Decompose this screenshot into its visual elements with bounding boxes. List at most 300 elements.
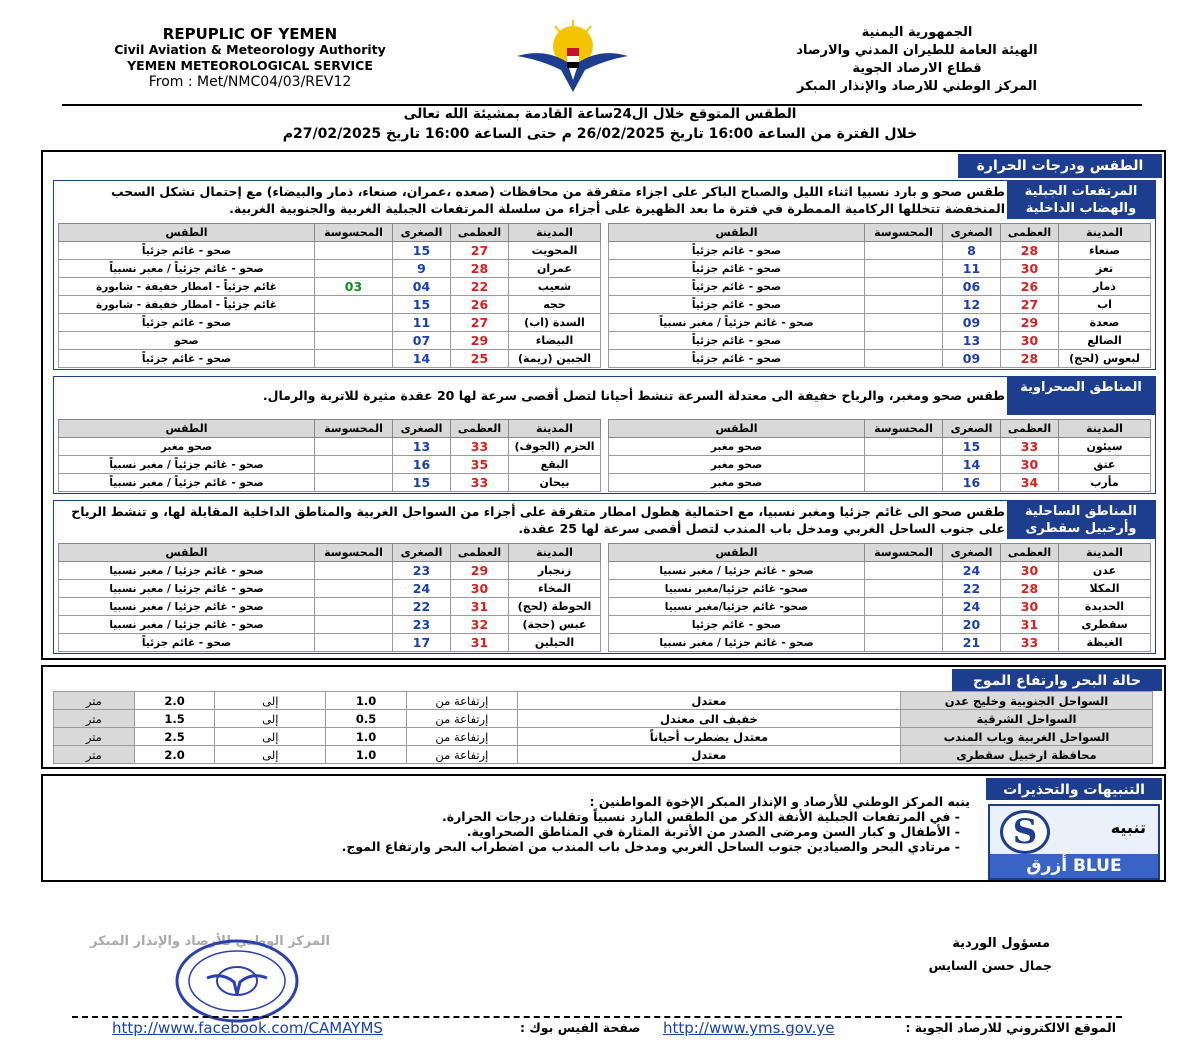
cell-max-temp: 31 <box>451 634 509 652</box>
column-header-feel: المحسوسة <box>315 224 393 242</box>
sea-to-value: 2.0 <box>134 746 215 764</box>
column-header-weather: الطقس <box>59 420 315 438</box>
column-header-city: المدينة <box>509 544 601 562</box>
temperature-section <box>41 150 1166 660</box>
cell-weather: صحو مغبر <box>59 438 315 456</box>
cell-weather: صحو <box>59 332 315 350</box>
cell-min-temp: 23 <box>393 616 451 634</box>
table-row <box>609 438 1151 456</box>
cell-feel-temp <box>865 634 943 652</box>
cell-weather: صحو - غائم جزئياً <box>609 350 865 368</box>
table-row <box>609 616 1151 634</box>
column-header-city: المدينة <box>1059 224 1151 242</box>
cell-max-temp: 29 <box>1001 314 1059 332</box>
column-header-weather: الطقس <box>59 544 315 562</box>
header-arabic <box>752 24 1082 96</box>
cell-feel-temp <box>315 598 393 616</box>
cell-feel-temp <box>315 456 393 474</box>
table-row <box>609 278 1151 296</box>
sea-row <box>54 746 1153 764</box>
column-header-max: العظمى <box>1001 420 1059 438</box>
cell-feel-temp <box>315 332 393 350</box>
cell-feel-temp <box>315 616 393 634</box>
cell-weather: صحو - غائم جزئياً / مغبر نسبياً <box>59 260 315 278</box>
cell-max-temp: 26 <box>451 296 509 314</box>
cell-max-temp: 33 <box>451 438 509 456</box>
cell-city: الضالع <box>1059 332 1151 350</box>
alert-s-icon: S <box>1000 810 1050 854</box>
zone-coastal <box>53 500 1156 654</box>
header-ar-center: المركز الوطني للارصاد والإنذار المبكر <box>797 79 1037 94</box>
cell-min-temp: 20 <box>943 616 1001 634</box>
column-header-max: العظمى <box>1001 224 1059 242</box>
table-body <box>609 438 1151 492</box>
cell-feel-temp: 03 <box>315 278 393 296</box>
cell-min-temp: 22 <box>393 598 451 616</box>
table-row <box>609 634 1151 652</box>
table-body <box>59 438 601 492</box>
cell-min-temp: 09 <box>943 314 1001 332</box>
cell-max-temp: 27 <box>451 242 509 260</box>
cell-max-temp: 35 <box>451 456 509 474</box>
cell-min-temp: 23 <box>393 562 451 580</box>
table-row <box>59 456 601 474</box>
table-header <box>59 224 601 242</box>
cell-city: الغيظة <box>1059 634 1151 652</box>
zone-mountain-description: طقس صحو و بارد نسبيا اثناء الليل والصباح الباكر على اجزاء متفرقة من محافظات (صعده ،عمران، صنعاء، ذمار والبيضاء) مع إحتمال تشكل السحب المنخفضة تتخللها الركامية الممطرة في فترة ما بعد الظهيرة على أجزاء من سلسلة المرتفعات الجبلية الغربية والجنوبية الغربية. <box>111 184 1005 216</box>
forecast-title: الطقس المتوقع خلال ال24ساعة القادمة بمشيئة الله تعالى <box>403 106 797 122</box>
cell-min-temp: 13 <box>393 438 451 456</box>
cell-weather: صحو - غائم جزئياً <box>609 278 865 296</box>
table-row <box>59 314 601 332</box>
table-row <box>59 260 601 278</box>
cell-weather: صحو مغبر <box>609 438 865 456</box>
zone-mountain <box>53 180 1156 370</box>
cell-feel-temp <box>315 634 393 652</box>
alerts-list <box>90 809 970 854</box>
table-row <box>609 314 1151 332</box>
cell-max-temp: 27 <box>1001 296 1059 314</box>
cell-min-temp: 07 <box>393 332 451 350</box>
cell-feel-temp <box>865 332 943 350</box>
cell-max-temp: 29 <box>451 332 509 350</box>
cell-min-temp: 16 <box>943 474 1001 492</box>
cell-max-temp: 33 <box>1001 438 1059 456</box>
cell-max-temp: 30 <box>451 580 509 598</box>
cell-max-temp: 33 <box>1001 634 1059 652</box>
cell-max-temp: 31 <box>1001 616 1059 634</box>
cell-max-temp: 30 <box>1001 332 1059 350</box>
header-en-service: YEMEN METEOROLOGICAL SERVICE <box>127 58 373 73</box>
sea-to-label: إلى <box>215 746 326 764</box>
sea-from-value: 1.0 <box>326 692 407 710</box>
header-ar-authority: الهيئة العامة للطيران المدني والارصاد <box>796 43 1038 58</box>
table-body <box>59 562 601 652</box>
table-header-row <box>59 224 601 242</box>
column-header-weather: الطقس <box>609 544 865 562</box>
column-header-feel: المحسوسة <box>315 544 393 562</box>
header-en-form-code: From : Met/NMC04/03/REV12 <box>148 74 352 90</box>
sea-from-value: 1.0 <box>326 746 407 764</box>
cell-weather: صحو - غائم جزئياً <box>59 350 315 368</box>
cell-max-temp: 34 <box>1001 474 1059 492</box>
cell-weather: صحو - غائم جزئياً <box>609 260 865 278</box>
sea-unit: متر <box>54 710 135 728</box>
cell-weather: صحو - غائم جزئيا <box>609 616 865 634</box>
column-header-max: العظمى <box>451 420 509 438</box>
cell-feel-temp <box>865 260 943 278</box>
sea-to-value: 2.0 <box>134 692 215 710</box>
sea-state: معتدل يضطرب أحياناً <box>517 728 900 746</box>
sea-state: معتدل <box>517 692 900 710</box>
temperature-section-title: الطقس ودرجات الحرارة <box>958 154 1162 178</box>
cell-weather: صحو - غائم جزئيا / مغبر نسبيا <box>59 616 315 634</box>
cell-feel-temp <box>315 438 393 456</box>
table-body <box>59 242 601 368</box>
column-header-min: الصغرى <box>393 224 451 242</box>
cell-max-temp: 29 <box>451 562 509 580</box>
cell-max-temp: 30 <box>1001 598 1059 616</box>
cell-weather: صحو - غائم جزئيا / مغبر نسبيا <box>59 580 315 598</box>
sea-region: السواحل الجنوبية وخليج عدن <box>900 692 1152 710</box>
column-header-max: العظمى <box>1001 544 1059 562</box>
cell-feel-temp <box>315 314 393 332</box>
cell-min-temp: 17 <box>393 634 451 652</box>
sea-state-title: حالة البحر وارتفاع الموج <box>952 669 1162 691</box>
cell-weather: صحو - غائم جزئيا / مغبر نسبيا <box>609 562 865 580</box>
cell-weather: صحو- غائم جزئيا/مغبر نسبيا <box>609 580 865 598</box>
cell-city: المحويت <box>509 242 601 260</box>
alert-badge-word: تنبيه <box>1110 818 1146 837</box>
mountain-table-left <box>58 223 601 368</box>
cell-min-temp: 21 <box>943 634 1001 652</box>
sea-unit: متر <box>54 692 135 710</box>
table-row <box>609 260 1151 278</box>
cell-city: الحيلين <box>509 634 601 652</box>
cell-weather: غائم جزئياً - امطار خفيفة - شابورة <box>59 278 315 296</box>
table-row <box>59 562 601 580</box>
sea-from-value: 1.0 <box>326 728 407 746</box>
cell-max-temp: 30 <box>1001 562 1059 580</box>
cell-max-temp: 31 <box>451 598 509 616</box>
table-header <box>609 544 1151 562</box>
sea-from-label: إرتفاعة من <box>406 692 517 710</box>
column-header-max: العظمى <box>451 544 509 562</box>
cell-city: سيئون <box>1059 438 1151 456</box>
sea-from-value: 0.5 <box>326 710 407 728</box>
column-header-weather: الطقس <box>59 224 315 242</box>
cell-min-temp: 24 <box>943 562 1001 580</box>
cell-min-temp: 15 <box>943 438 1001 456</box>
sea-unit: متر <box>54 746 135 764</box>
column-header-min: الصغرى <box>393 544 451 562</box>
cell-weather: صحو - غائم جزئياً <box>59 314 315 332</box>
footer-divider <box>72 1016 1122 1018</box>
sea-to-label: إلى <box>215 692 326 710</box>
table-row <box>59 634 601 652</box>
table-row <box>59 598 601 616</box>
table-body <box>609 242 1151 368</box>
cell-min-temp: 9 <box>393 260 451 278</box>
cell-city: حجه <box>509 296 601 314</box>
sea-state: معتدل <box>517 746 900 764</box>
facebook-label: صفحة الفيس بوك : <box>520 1020 641 1035</box>
header-en-country: REPUPLIC OF YEMEN <box>162 25 338 43</box>
sea-to-value: 1.5 <box>134 710 215 728</box>
table-row <box>609 562 1151 580</box>
cell-max-temp: 28 <box>1001 242 1059 260</box>
cell-feel-temp <box>315 260 393 278</box>
sea-region: السواحل الغربية وباب المندب <box>900 728 1152 746</box>
sea-to-label: إلى <box>215 710 326 728</box>
cell-min-temp: 24 <box>393 580 451 598</box>
cell-feel-temp <box>315 350 393 368</box>
cell-weather: صحو- غائم جزئيا/مغبر نسبيا <box>609 598 865 616</box>
cell-feel-temp <box>315 296 393 314</box>
table-row <box>59 332 601 350</box>
header-en-authority: Civil Aviation & Meteorology Authority <box>114 42 386 57</box>
table-row <box>59 278 601 296</box>
sea-to-label: إلى <box>215 728 326 746</box>
cell-min-temp: 22 <box>943 580 1001 598</box>
header-ar-sector: قطاع الارصاد الجوية <box>852 61 982 76</box>
cell-city: بيحان <box>509 474 601 492</box>
cell-min-temp: 14 <box>943 456 1001 474</box>
cell-min-temp: 8 <box>943 242 1001 260</box>
cell-feel-temp <box>865 456 943 474</box>
cell-min-temp: 09 <box>943 350 1001 368</box>
table-header <box>59 420 601 438</box>
sea-row <box>54 728 1153 746</box>
cell-feel-temp <box>865 350 943 368</box>
cell-feel-temp <box>865 296 943 314</box>
cell-city: صنعاء <box>1059 242 1151 260</box>
table-header-row <box>609 544 1151 562</box>
zone-desert-description: طقس صحو ومغبر، والرياح خفيفة الى معتدلة السرعة تنشط أحيانا لتصل أقصى سرعة لها 20 عقدة مثيرة للاتربة والرمال. <box>262 388 1005 403</box>
sea-state-section <box>41 665 1166 769</box>
cell-min-temp: 11 <box>943 260 1001 278</box>
cell-min-temp: 04 <box>393 278 451 296</box>
table-row <box>609 296 1151 314</box>
cell-weather: صحو - غائم جزئياً <box>59 634 315 652</box>
website-label: الموقع الالكتروني للارصاد الجوية : <box>905 1020 1116 1035</box>
cell-feel-temp <box>865 474 943 492</box>
zone-mountain-title: المرتفعات الجبلية والهضاب الداخلية <box>1007 181 1155 219</box>
table-row <box>59 242 601 260</box>
column-header-city: المدينة <box>509 420 601 438</box>
sea-to-value: 2.5 <box>134 728 215 746</box>
table-row <box>609 580 1151 598</box>
cell-city: المخاء <box>509 580 601 598</box>
sea-unit: متر <box>54 728 135 746</box>
cell-weather: صحو - غائم جزئياً <box>609 332 865 350</box>
alerts-intro: ينبه المركز الوطني للأرصاد و الإنذار المبكر الإخوة المواطنين : <box>589 794 970 809</box>
table-header <box>609 224 1151 242</box>
alert-item: - مرتادي البحر والصيادين جنوب الساحل الغربي ومدخل باب المندب من اضطراب البحر وارتفاع الموج. <box>90 839 960 854</box>
table-header-row <box>59 420 601 438</box>
cell-feel-temp <box>315 562 393 580</box>
cell-city: سقطرى <box>1059 616 1151 634</box>
table-row <box>59 438 601 456</box>
mountain-table-right <box>608 223 1151 368</box>
column-header-weather: الطقس <box>609 420 865 438</box>
forecast-period: خلال الفترة من الساعة 16:00 تاريخ 26/02/2025 م حتى الساعة 16:00 تاريخ 27/02/2025م <box>282 126 918 142</box>
column-header-feel: المحسوسة <box>865 224 943 242</box>
sea-row <box>54 710 1153 728</box>
desert-table-right <box>608 419 1151 492</box>
alert-level-badge <box>988 804 1160 880</box>
cell-city: شعيب <box>509 278 601 296</box>
cell-weather: غائم جزئياً - امطار خفيفة - شابورة <box>59 296 315 314</box>
column-header-min: الصغرى <box>393 420 451 438</box>
cell-weather: صحو مغبر <box>609 456 865 474</box>
column-header-city: المدينة <box>1059 544 1151 562</box>
desert-table-left <box>58 419 601 492</box>
column-header-max: العظمى <box>451 224 509 242</box>
cell-weather: صحو - غائم جزئياً / مغبر نسبياً <box>59 474 315 492</box>
table-row <box>609 332 1151 350</box>
cell-feel-temp <box>315 580 393 598</box>
cell-min-temp: 14 <box>393 350 451 368</box>
cell-min-temp: 13 <box>943 332 1001 350</box>
coastal-table-right <box>608 543 1151 652</box>
table-header <box>59 544 601 562</box>
cell-city: عمران <box>509 260 601 278</box>
cell-weather: صحو - غائم جزئياً <box>59 242 315 260</box>
table-row <box>59 296 601 314</box>
column-header-feel: المحسوسة <box>865 544 943 562</box>
cell-max-temp: 30 <box>1001 456 1059 474</box>
coastal-table-left <box>58 543 601 652</box>
cell-weather: صحو - غائم جزئياً / مغبر نسبياً <box>59 456 315 474</box>
sea-row <box>54 692 1153 710</box>
column-header-min: الصغرى <box>943 224 1001 242</box>
cell-feel-temp <box>315 474 393 492</box>
cell-max-temp: 32 <box>451 616 509 634</box>
cell-city: زنجبار <box>509 562 601 580</box>
cell-feel-temp <box>865 562 943 580</box>
cell-feel-temp <box>865 438 943 456</box>
zone-coastal-description: طقس صحو الى غائم جزئيا ومغبر نسبيا، مع احتمالية هطول امطار متفرقة على أجزاء من السواحل الغربية والمناطق الداخلية المقابلة لها، و تنشط الرياح على جنوب الساحل الغربي ومدخل باب المندب لتصل أقصى سرعة لها 25 عقدة. <box>71 504 1005 536</box>
header-english <box>70 26 430 90</box>
cell-city: عدن <box>1059 562 1151 580</box>
cell-min-temp: 15 <box>393 296 451 314</box>
cell-max-temp: 25 <box>451 350 509 368</box>
sea-state-table <box>53 691 1153 764</box>
sea-from-label: إرتفاعة من <box>406 728 517 746</box>
authority-logo-icon <box>515 18 630 98</box>
cell-weather: صحو - غائم جزئيا / مغبر نسبيا <box>609 634 865 652</box>
alerts-text <box>90 794 970 854</box>
sea-state: خفيف الى معتدل <box>517 710 900 728</box>
cell-max-temp: 30 <box>1001 260 1059 278</box>
table-row <box>59 616 601 634</box>
cell-weather: صحو - غائم جزئياً / مغبر نسبياً <box>609 314 865 332</box>
cell-min-temp: 24 <box>943 598 1001 616</box>
facebook-link[interactable]: http://www.facebook.com/CAMAYMS <box>112 1019 383 1037</box>
column-header-min: الصغرى <box>943 544 1001 562</box>
table-row <box>609 350 1151 368</box>
duty-officer-label: مسؤول الوردية <box>952 936 1050 951</box>
column-header-feel: المحسوسة <box>315 420 393 438</box>
cell-city: اب <box>1059 296 1151 314</box>
table-header-row <box>59 544 601 562</box>
cell-city: ذمار <box>1059 278 1151 296</box>
cell-feel-temp <box>315 242 393 260</box>
cell-min-temp: 15 <box>393 242 451 260</box>
cell-weather: صحو - غائم جزئياً <box>609 242 865 260</box>
footer-center-name: المركز الوطني للأرصاد والإنذار المبكر <box>90 934 330 949</box>
table-row <box>59 474 601 492</box>
table-row <box>59 580 601 598</box>
cell-max-temp: 22 <box>451 278 509 296</box>
alert-item: - في المرتفعات الجبلية الأنفة الذكر من الطقس البارد نسبياً وتقلبات درجات الحرارة. <box>90 809 960 824</box>
cell-city: الحوطة (لحج) <box>509 598 601 616</box>
table-row <box>59 350 601 368</box>
column-header-city: المدينة <box>1059 420 1151 438</box>
cell-max-temp: 28 <box>1001 580 1059 598</box>
cell-city: الجبين (ريمة) <box>509 350 601 368</box>
cell-weather: صحو - غائم جزئيا / مغبر نسبيا <box>59 598 315 616</box>
table-header <box>609 420 1151 438</box>
column-header-min: الصغرى <box>943 420 1001 438</box>
cell-max-temp: 27 <box>451 314 509 332</box>
zone-desert <box>53 376 1156 494</box>
cell-feel-temp <box>865 314 943 332</box>
cell-feel-temp <box>865 278 943 296</box>
duty-officer-name: جمال حسن السايس <box>928 958 1052 973</box>
cell-city: البقع <box>509 456 601 474</box>
table-header-row <box>609 224 1151 242</box>
table-body <box>609 562 1151 652</box>
cell-city: الحديدة <box>1059 598 1151 616</box>
cell-city: صعدة <box>1059 314 1151 332</box>
cell-city: لبعوس (لحج) <box>1059 350 1151 368</box>
table-header-row <box>609 420 1151 438</box>
table-row <box>609 474 1151 492</box>
cell-min-temp: 06 <box>943 278 1001 296</box>
cell-city: مأرب <box>1059 474 1151 492</box>
header-ar-country: الجمهورية اليمنية <box>861 25 973 40</box>
table-row <box>609 598 1151 616</box>
column-header-feel: المحسوسة <box>865 420 943 438</box>
cell-min-temp: 11 <box>393 314 451 332</box>
alert-badge-level: BLUE أزرق <box>990 854 1158 878</box>
official-stamp-icon <box>172 938 302 1024</box>
sea-region: محافظة ارخبيل سقطرى <box>900 746 1152 764</box>
cell-city: المكلا <box>1059 580 1151 598</box>
cell-city: البيضاء <box>509 332 601 350</box>
cell-city: تعز <box>1059 260 1151 278</box>
sea-region: السواحل الشرقية <box>900 710 1152 728</box>
sea-from-label: إرتفاعة من <box>406 746 517 764</box>
cell-min-temp: 12 <box>943 296 1001 314</box>
cell-city: عبس (حجة) <box>509 616 601 634</box>
cell-max-temp: 28 <box>1001 350 1059 368</box>
cell-feel-temp <box>865 598 943 616</box>
cell-feel-temp <box>865 242 943 260</box>
website-link[interactable]: http://www.yms.gov.ye <box>663 1019 835 1037</box>
cell-city: الحزم (الجوف) <box>509 438 601 456</box>
cell-weather: صحو - غائم جزئياً <box>609 296 865 314</box>
alerts-title: التنبيهات والتحذيرات <box>986 778 1162 800</box>
cell-max-temp: 26 <box>1001 278 1059 296</box>
sea-from-label: إرتفاعة من <box>406 710 517 728</box>
cell-city: السدة (اب) <box>509 314 601 332</box>
cell-max-temp: 28 <box>451 260 509 278</box>
alerts-section <box>41 774 1166 882</box>
zone-desert-title: المناطق الصحراوية <box>1007 377 1155 415</box>
